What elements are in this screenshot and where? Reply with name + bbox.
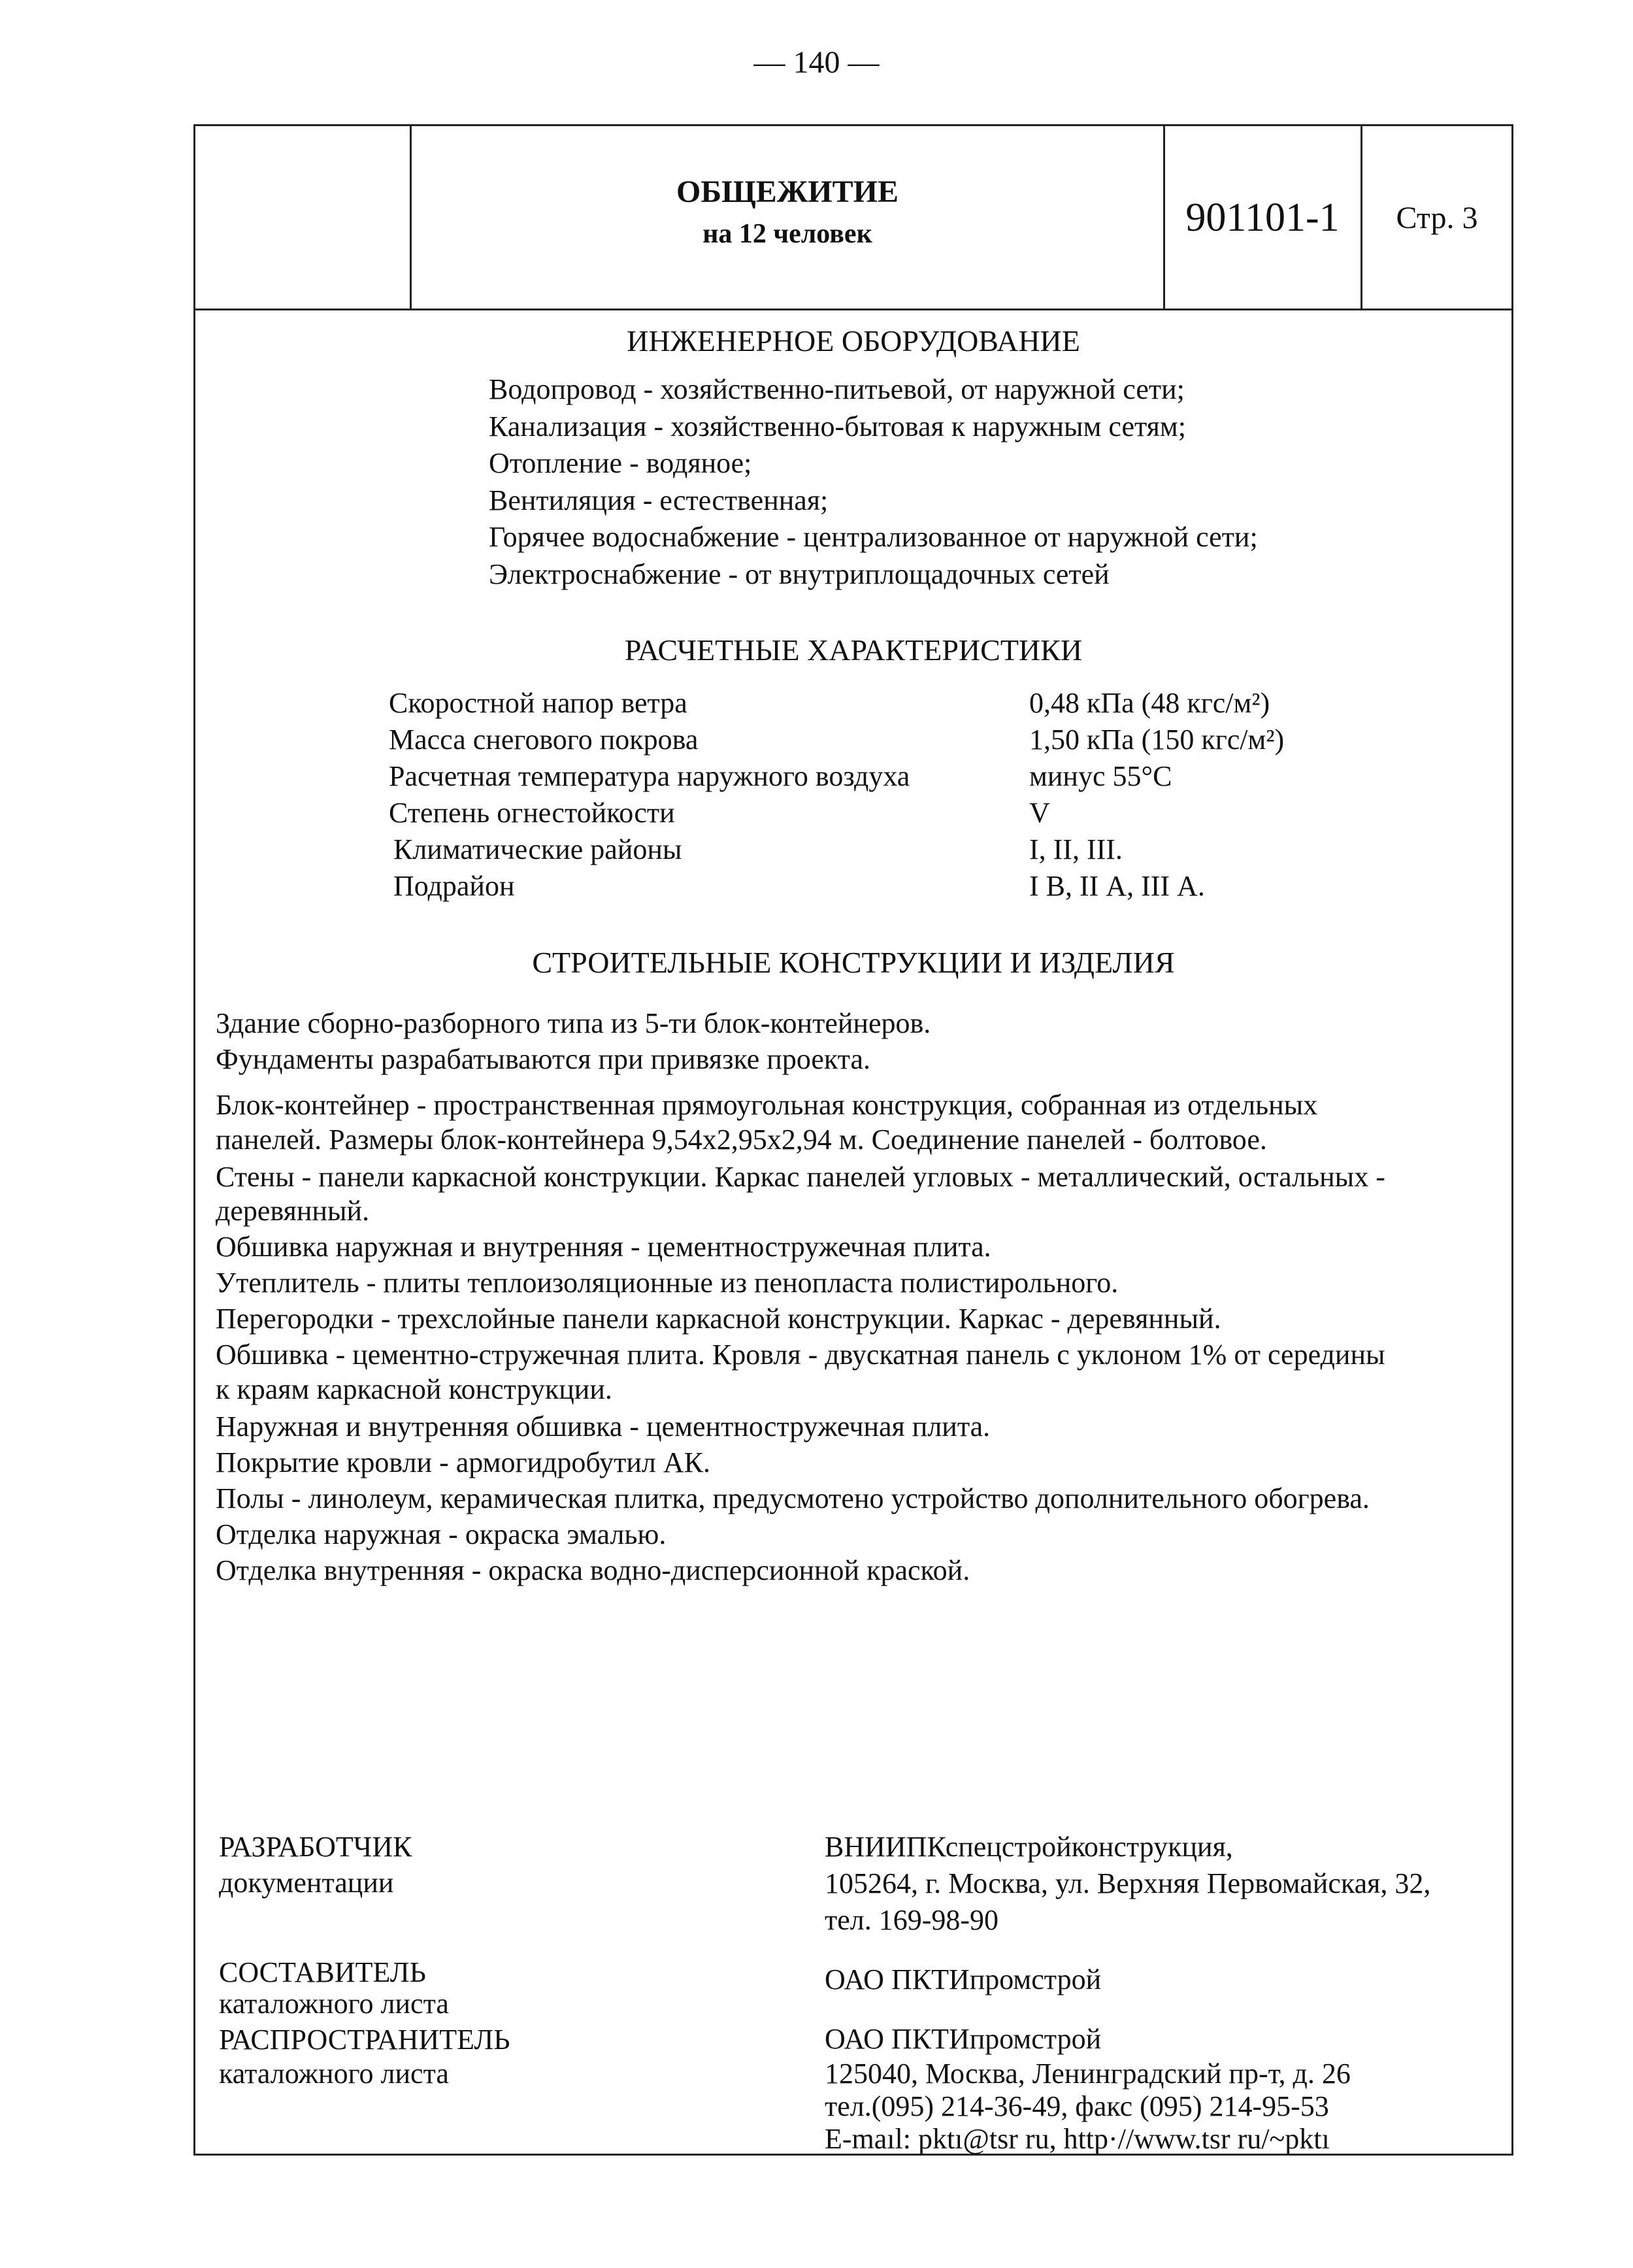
calc-label: Масса снегового покрова [389, 724, 699, 756]
construction-line: Покрытие кровли - армогидробутил АК. [216, 1446, 711, 1478]
calc-value: V [1029, 797, 1050, 829]
page-number: — 140 — [753, 45, 880, 80]
construction-line: деревянный. [216, 1195, 370, 1227]
calc-value: 1,50 кПа (150 кгс/м²) [1029, 724, 1285, 756]
construction-line: Здание сборно-разборного типа из 5-ти блок-контейнеров. [216, 1007, 931, 1039]
engineering-heading: ИНЖЕНЕРНОЕ ОБОРУДОВАНИЕ [627, 324, 1080, 358]
calculations-heading: РАСЧЕТНЫЕ ХАРАКТЕРИСТИКИ [624, 633, 1083, 667]
calc-value: 0,48 кПа (48 кгс/м²) [1029, 687, 1270, 719]
construction-line: Перегородки - трехслойные панели каркасной конструкции. Каркас - деревянный. [216, 1303, 1221, 1335]
distributor-email: E-maıl: pktı@tsr ru, http·//www.tsr ru/~pktı [825, 2123, 1330, 2155]
construction-line: Стены - панели каркасной конструкции. Каркас панелей угловых - металлический, остальных - [216, 1161, 1385, 1193]
calc-value: минус 55°С [1029, 760, 1172, 792]
document-title: ОБЩЕЖИТИЕ [676, 175, 899, 209]
distributor-line: ОАО ПКТИпромстрой [825, 2023, 1102, 2055]
document-subtitle: на 12 человек [702, 219, 872, 249]
calc-value: I В, II А, III А. [1029, 870, 1205, 902]
header-cell-divider-1 [410, 124, 412, 309]
engineering-item: Канализация - хозяйственно-бытовая к наружным сетям; [489, 410, 1186, 442]
compiler-sublabel: каталожного листа [219, 1988, 449, 2020]
calc-value: I, II, III. [1029, 833, 1123, 865]
construction-line: Обшивка - цементно-стружечная плита. Кровля - двускатная панель с уклоном 1% от середины [216, 1339, 1385, 1371]
engineering-item: Отопление - водяное; [489, 447, 752, 479]
calc-label: Скоростной напор ветра [389, 687, 687, 719]
developer-line: тел. 169-98-90 [825, 1904, 999, 1936]
distributor-line: тел.(095) 214-36-49, факс (095) 214-95-53 [825, 2090, 1329, 2122]
calc-label: Расчетная температура наружного воздуха [389, 760, 910, 792]
developer-line: ВНИИПКспецстройконструкция, [825, 1831, 1233, 1863]
construction-line: Фундаменты разрабатываются при привязке проекта. [216, 1043, 871, 1075]
construction-line: Обшивка наружная и внутренняя - цементностружечная плита. [216, 1231, 991, 1263]
distributor-line: 125040, Москва, Ленинградский пр-т, д. 26 [825, 2058, 1351, 2090]
construction-line: Наружная и внутренняя обшивка - цементностружечная плита. [216, 1410, 991, 1443]
engineering-item: Водопровод - хозяйственно-питьевой, от наружной сети; [489, 373, 1185, 405]
construction-line: Утеплитель - плиты теплоизоляционные из пенопласта полистирольного. [216, 1267, 1119, 1299]
construction-line: к краям каркасной конструкции. [216, 1373, 612, 1405]
construction-line: Блок-контейнер - пространственная прямоугольная конструкция, собранная из отдельных [216, 1089, 1318, 1121]
calc-label: Степень огнестойкости [389, 797, 675, 829]
construction-heading: СТРОИТЕЛЬНЫЕ КОНСТРУКЦИИ И ИЗДЕЛИЯ [532, 946, 1175, 979]
developer-line: 105264, г. Москва, ул. Верхняя Первомайская, 32, [825, 1867, 1431, 1899]
engineering-item: Горячее водоснабжение - централизованное от наружной сети; [489, 521, 1258, 553]
construction-line: панелей. Размеры блок-контейнера 9,54x2,95x2,94 м. Соединение панелей - болтовое. [216, 1124, 1267, 1156]
sheet-number: Стр. 3 [1396, 201, 1478, 235]
header-divider [193, 309, 1513, 310]
developer-label: РАЗРАБОТЧИК [219, 1831, 412, 1863]
calc-label: Подрайон [393, 870, 515, 902]
construction-line: Отделка наружная - окраска эмалью. [216, 1518, 667, 1550]
compiler-value: ОАО ПКТИпромстрой [825, 1963, 1102, 1995]
construction-line: Отделка внутренняя - окраска водно-дисперсионной краской. [216, 1554, 970, 1586]
engineering-item: Электроснабжение - от внутриплощадочных сетей [489, 558, 1110, 590]
developer-sublabel: документации [219, 1867, 394, 1899]
engineering-item: Вентиляция - естественная; [489, 484, 829, 516]
document-code: 901101-1 [1185, 195, 1340, 240]
calc-label: Климатические районы [393, 833, 682, 865]
distributor-sublabel: каталожного листа [219, 2058, 449, 2090]
construction-line: Полы - линолеум, керамическая плитка, предусмотено устройство дополнительного обогрева. [216, 1482, 1370, 1514]
distributor-label: РАСПРОСТРАНИТЕЛЬ [219, 2024, 510, 2056]
compiler-label: СОСТАВИТЕЛЬ [219, 1956, 426, 1988]
